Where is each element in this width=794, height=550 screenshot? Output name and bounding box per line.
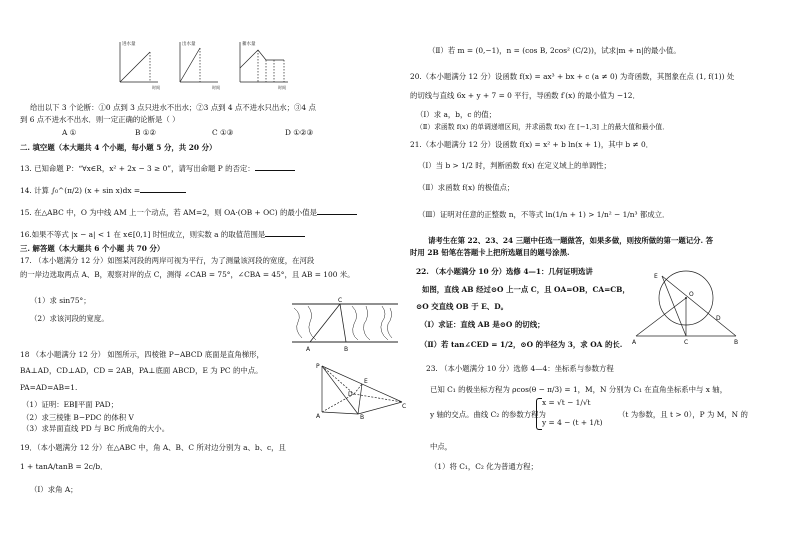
river-label-c: C [338, 297, 343, 304]
q18-part-2: （2）求三棱锥 B−PDC 的体积 V [22, 413, 134, 422]
q13-label: 13. 已知命题 P：“∀x∈R，x² + 2x − 3 ≥ 0”，请写出命题 P 的否定： [20, 164, 255, 173]
q23-line-3: 中点， [430, 442, 453, 451]
circle-label-o: O [689, 291, 694, 298]
q18-line-3: PA=AD=AB=1. [20, 383, 78, 392]
q22-part-1: （Ⅰ）求证：直线 AB 是⊙O 的切线； [420, 320, 545, 329]
circle-figure [632, 268, 744, 344]
q12-choice-b: B ①② [135, 128, 157, 137]
graph-storage-axis: 时间 [278, 85, 286, 90]
q15-text [20, 206, 357, 218]
section-3-title: 三. 解答题（本大题共 6 个小题 共 70 分） [20, 244, 165, 253]
q13-text [20, 162, 295, 174]
graph-storage [240, 42, 288, 82]
q23-line-2b: （t 为参数，且 t > 0），P 为 M，N 的 [618, 410, 748, 419]
river-label-a: A [306, 346, 311, 353]
circle-label-c: C [684, 339, 689, 344]
q23-part-1: （1）将 C₁，C₂ 化为普通方程； [430, 462, 538, 471]
q22-line-1: 如图，直线 AB 经过⊙O 上一点 C，且 OA=OB，CA=CB， [422, 285, 630, 294]
q19-line-2: 1 + tanA/tanB = 2c/b． [20, 462, 108, 471]
pyr-label-p: P [316, 363, 320, 370]
q12-text: 给出以下 3 个论断：①0 点到 3 点只进水不出水；②3 点到 4 点不进水只出水；③4 点 [30, 103, 316, 112]
q12-choice-d: D ①②③ [285, 128, 314, 137]
q20-part-2: （Ⅱ）求函数 f(x) 的单调递增区间，并求函数 f(x) 在 [−1,3] 上的最大值和最小值． [416, 123, 670, 131]
q16-blank [265, 228, 305, 237]
q16-label: 16.如果不等式 |x − a| < 1 在 x∈[0,1] 时恒成立，则实数 a 的取值范围是 [20, 230, 266, 239]
q17-line-1: 17. （本小题满分 12 分）如图某河段的两岸可视为平行，为了测量该河段的宽度，在河段 [20, 256, 315, 265]
q23-system-2: y = 4 − (t + 1/t) [542, 418, 603, 427]
q18-line-1: 18 （本小题满分 12 分） 如图所示，四棱锥 P−ABCD 底面是直角梯形， [20, 350, 264, 359]
q12-choice-c: C ①③ [212, 128, 234, 137]
q15-blank [317, 206, 357, 215]
circle-label-a: A [632, 339, 637, 344]
q21-part-3: （Ⅲ）证明对任意的正整数 n，不等式 ln(1/n + 1) > 1/n² − 1/n³ 都成立． [418, 210, 670, 219]
q23-system-1: x = √t − 1/√t [542, 398, 591, 407]
q20-part-1: （Ⅰ）求 a，b，c 的值； [416, 110, 497, 119]
q17-part-2: （2）求该河段的宽度。 [30, 314, 109, 323]
pyr-label-d: D [348, 391, 353, 398]
notice-line-1: 请考生在第 22、23、24 三题中任选一题做答，如果多做，则按所做的第一题记分. 答 [428, 236, 714, 245]
q13-blank [255, 162, 295, 171]
q12-choice-a: A ① [62, 128, 77, 137]
q16-text [20, 228, 305, 240]
q22-part-2: （Ⅱ）若 tan∠CED = 1/2，⊙O 的半径为 3，求 OA 的长. [420, 340, 623, 349]
right-column [410, 0, 794, 550]
graph-inflow-axis: 时间 [152, 85, 160, 90]
q22-line-2: ⊙O 交直线 OB 于 E、D。 [416, 302, 508, 311]
graph-outflow-axis: 时间 [212, 85, 220, 90]
q19-line-1: 19．（本小题满分 12 分）在△ABC 中，角 A、B、C 所对边分别为 a、b、c，且 [20, 443, 286, 452]
graph-storage-label: 蓄水量 [242, 42, 256, 47]
q19-part-1: （Ⅰ）求角 A； [30, 485, 78, 494]
q18-part-3: （3）求异面直线 PD 与 BC 所成角的大小。 [22, 424, 170, 433]
pyr-label-c: C [402, 403, 407, 410]
q18-line-2: BA⊥AD，CD⊥AD，CD = 2AB，PA⊥底面 ABCD，E 为 PC 的中点。 [20, 366, 263, 375]
q23-line-1: 已知 C₁ 的极坐标方程为 ρcos(θ − π/3) = 1，M，N 分别为 C₁ 在直角坐标系中与 x 轴， [430, 385, 728, 394]
notice-line-2: 时用 2B 铅笔在答题卡上把所选题目的题号涂黑. [410, 248, 570, 257]
pyr-label-a: A [316, 413, 321, 420]
pyr-label-b: B [360, 414, 365, 420]
circle-label-b: B [734, 339, 739, 344]
q21-part-1: （Ⅰ）当 b > 1/2 时，判断函数 f(x) 在定义域上的单调性； [418, 161, 611, 170]
q17-line-2: 的一岸边选取两点 A、B，观察对岸的点 C，测得 ∠CAB = 75°，∠CBA = 45°，且 AB = 100 米。 [20, 270, 355, 279]
q21-line-1: 21.（本小题满分 12 分）设函数 f(x) = x² + b ln(x + 1)，其中 b ≠ 0． [410, 140, 654, 149]
section-2-title: 二. 填空题（本大题共 4 个小题，每小题 5 分，共 20 分） [20, 143, 217, 152]
q22-title: 22. （本小题满分 10 分）选修 4—1：几何证明选讲 [416, 267, 593, 276]
graph-outflow [180, 42, 218, 82]
q14-text [20, 184, 186, 196]
q15-label: 15. 在△ABC 中，O 为中线 AM 上一个动点，若 AM=2，则 OA·(OB + OC) 的最小值是 [20, 208, 317, 217]
q17-part-1: （1）求 sin75°； [30, 296, 91, 305]
circle-label-e: E [654, 273, 658, 280]
pyr-label-e: E [364, 378, 368, 385]
water-graphs-figure [108, 38, 293, 90]
q12-text-2: 到 6 点不进水不出水．则一定正确的论断是（ ） [20, 115, 180, 124]
q23-line-2a: y 轴的交点。曲线 C₂ 的参数方程为 [430, 410, 546, 419]
river-label-b: B [344, 346, 349, 353]
q19-part-2: （Ⅱ）若 m = (0,−1)，n = (cos B, 2cos² (C/2))，试求|m + n|的最小值。 [428, 46, 681, 55]
q18-part-1: （1）证明：EB∥平面 PAD； [22, 400, 118, 409]
q23-title: 23. （本小题满分 10 分）选修 4—4：坐标系与参数方程 [426, 364, 614, 373]
q14-blank [140, 184, 186, 193]
river-figure [290, 296, 400, 354]
graph-outflow-label: 出水量 [182, 42, 196, 47]
q20-line-1: 20.（本小题满分 12 分）设函数 f(x) = ax³ + bx + c (a ≠ 0) 为奇函数，其图象在点 (1, f(1)) 处 [410, 72, 735, 81]
circle-label-d: D [716, 315, 721, 322]
graph-inflow [120, 42, 158, 82]
graph-inflow-label: 进水量 [122, 42, 136, 47]
q20-line-2: 的切线与直线 6x + y + 7 = 0 平行，导函数 f′(x) 的最小值为 −12． [410, 91, 640, 100]
pyramid-figure [308, 362, 408, 420]
q14-label: 14. 计算 ∫₀^(π/2) (x + sin x)dx = [20, 186, 141, 195]
q21-part-2: （Ⅱ）求函数 f(x) 的极值点； [418, 183, 515, 192]
